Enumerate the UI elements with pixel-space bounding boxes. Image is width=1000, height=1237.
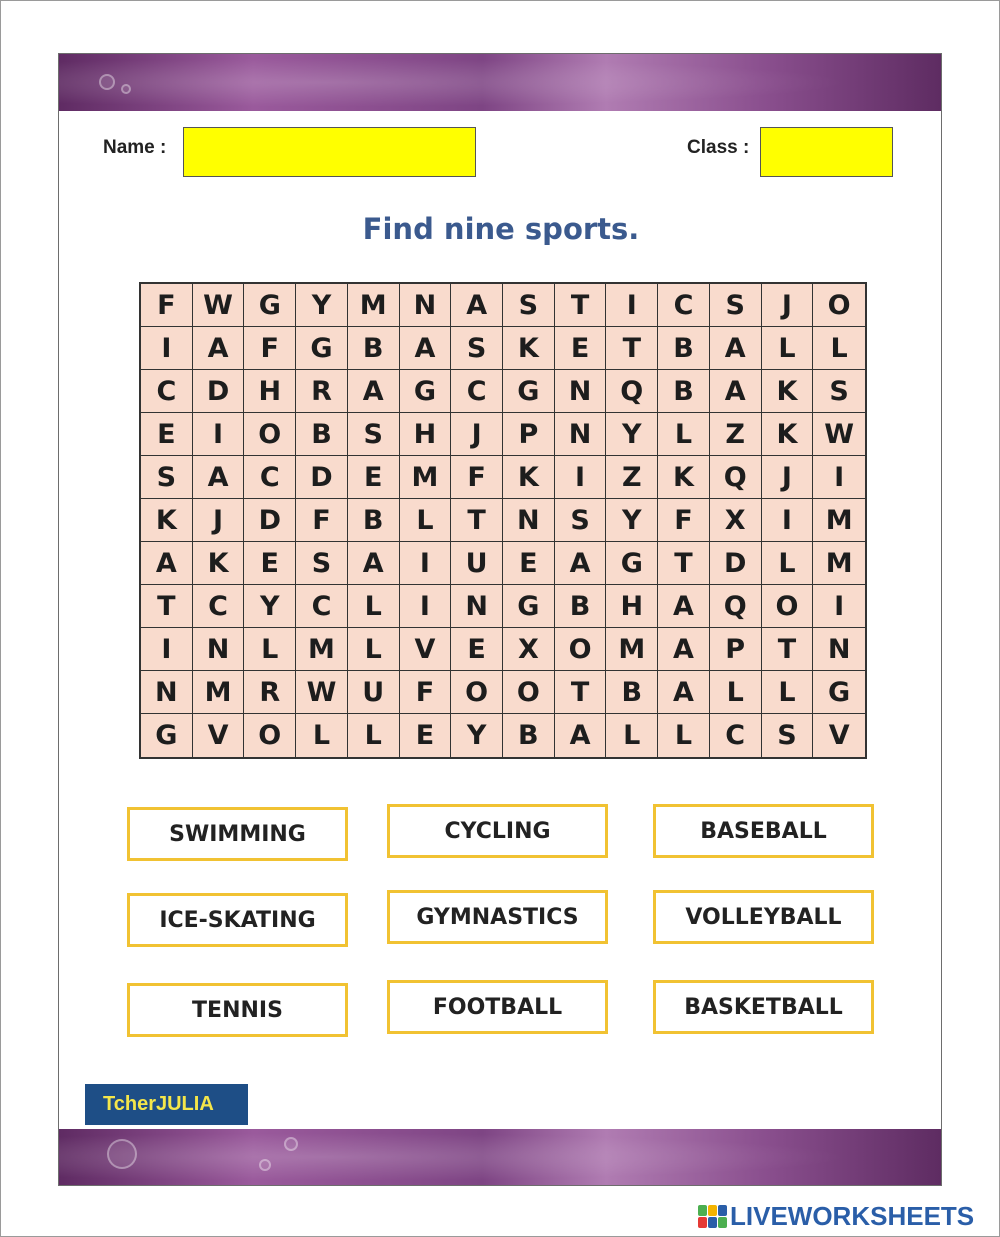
author-badge: TcherJULIA: [85, 1084, 248, 1125]
grid-cell[interactable]: J: [762, 284, 814, 327]
grid-cell[interactable]: S: [710, 284, 762, 327]
grid-cell[interactable]: L: [348, 585, 400, 628]
bubble-decoration: [284, 1137, 298, 1151]
grid-cell[interactable]: A: [141, 542, 193, 585]
grid-cell[interactable]: M: [400, 456, 452, 499]
grid-cell[interactable]: G: [813, 671, 865, 714]
grid-cell[interactable]: A: [658, 671, 710, 714]
grid-cell[interactable]: J: [193, 499, 245, 542]
grid-cell[interactable]: U: [451, 542, 503, 585]
grid-cell[interactable]: E: [244, 542, 296, 585]
grid-cell[interactable]: F: [658, 499, 710, 542]
grid-cell[interactable]: L: [348, 628, 400, 671]
grid-cell[interactable]: D: [710, 542, 762, 585]
grid-cell[interactable]: G: [141, 714, 193, 757]
grid-cell[interactable]: R: [244, 671, 296, 714]
grid-cell[interactable]: I: [400, 585, 452, 628]
grid-cell[interactable]: T: [555, 671, 607, 714]
grid-cell[interactable]: G: [606, 542, 658, 585]
word-item-baseball[interactable]: BASEBALL: [653, 804, 874, 858]
grid-cell[interactable]: Y: [606, 499, 658, 542]
brand-name: LIVEWORKSHEETS: [730, 1200, 975, 1231]
grid-cell[interactable]: Q: [606, 370, 658, 413]
grid-cell[interactable]: Y: [451, 714, 503, 757]
grid-cell[interactable]: C: [141, 370, 193, 413]
word-item-swimming[interactable]: SWIMMING: [127, 807, 348, 861]
grid-cell[interactable]: L: [400, 499, 452, 542]
grid-cell[interactable]: A: [710, 327, 762, 370]
liveworksheets-logo-icon: [698, 1205, 727, 1228]
grid-cell[interactable]: L: [762, 671, 814, 714]
grid-cell[interactable]: L: [296, 714, 348, 757]
grid-cell[interactable]: S: [762, 714, 814, 757]
grid-cell[interactable]: L: [606, 714, 658, 757]
grid-cell[interactable]: Y: [244, 585, 296, 628]
grid-cell[interactable]: L: [244, 628, 296, 671]
grid-cell[interactable]: L: [658, 413, 710, 456]
grid-cell[interactable]: W: [193, 284, 245, 327]
grid-cell[interactable]: D: [296, 456, 348, 499]
grid-cell[interactable]: T: [451, 499, 503, 542]
grid-cell[interactable]: I: [762, 499, 814, 542]
grid-cell[interactable]: Z: [606, 456, 658, 499]
grid-cell[interactable]: E: [451, 628, 503, 671]
grid-cell[interactable]: A: [193, 327, 245, 370]
grid-cell[interactable]: T: [555, 284, 607, 327]
grid-cell[interactable]: V: [193, 714, 245, 757]
grid-cell[interactable]: G: [503, 585, 555, 628]
grid-cell[interactable]: X: [503, 628, 555, 671]
grid-cell[interactable]: E: [348, 456, 400, 499]
grid-cell[interactable]: G: [296, 327, 348, 370]
bubble-decoration: [107, 1139, 137, 1169]
word-item-gymnastics[interactable]: GYMNASTICS: [387, 890, 608, 944]
grid-cell[interactable]: K: [503, 456, 555, 499]
grid-cell[interactable]: N: [555, 370, 607, 413]
word-item-cycling[interactable]: CYCLING: [387, 804, 608, 858]
class-label: Class :: [687, 137, 750, 158]
grid-cell[interactable]: J: [762, 456, 814, 499]
liveworksheets-brand: [698, 1200, 974, 1232]
worksheet: [58, 53, 942, 1186]
bottom-banner: [59, 1129, 941, 1185]
grid-cell[interactable]: O: [813, 284, 865, 327]
grid-cell[interactable]: G: [503, 370, 555, 413]
bubble-decoration: [121, 84, 131, 94]
grid-cell[interactable]: D: [193, 370, 245, 413]
grid-cell[interactable]: W: [813, 413, 865, 456]
grid-cell[interactable]: A: [348, 370, 400, 413]
grid-cell[interactable]: K: [193, 542, 245, 585]
grid-cell[interactable]: C: [451, 370, 503, 413]
grid-cell[interactable]: B: [503, 714, 555, 757]
word-item-basketball[interactable]: BASKETBALL: [653, 980, 874, 1034]
word-item-football[interactable]: FOOTBALL: [387, 980, 608, 1034]
grid-cell[interactable]: F: [244, 327, 296, 370]
grid-cell[interactable]: N: [813, 628, 865, 671]
grid-cell[interactable]: C: [244, 456, 296, 499]
grid-cell[interactable]: N: [503, 499, 555, 542]
grid-cell[interactable]: B: [658, 370, 710, 413]
word-item-tennis[interactable]: TENNIS: [127, 983, 348, 1037]
grid-cell[interactable]: S: [348, 413, 400, 456]
grid-cell[interactable]: A: [658, 585, 710, 628]
grid-cell[interactable]: S: [503, 284, 555, 327]
grid-cell[interactable]: S: [555, 499, 607, 542]
grid-cell[interactable]: J: [451, 413, 503, 456]
grid-cell[interactable]: A: [193, 456, 245, 499]
name-label: Name :: [103, 137, 167, 158]
grid-cell[interactable]: S: [813, 370, 865, 413]
grid-cell[interactable]: I: [400, 542, 452, 585]
grid-cell[interactable]: K: [762, 413, 814, 456]
grid-cell[interactable]: O: [451, 671, 503, 714]
grid-cell[interactable]: C: [193, 585, 245, 628]
grid-cell[interactable]: O: [503, 671, 555, 714]
grid-cell[interactable]: O: [762, 585, 814, 628]
grid-cell[interactable]: I: [813, 585, 865, 628]
grid-cell[interactable]: B: [348, 499, 400, 542]
grid-cell[interactable]: T: [606, 327, 658, 370]
grid-cell[interactable]: Y: [296, 284, 348, 327]
grid-cell[interactable]: T: [141, 585, 193, 628]
grid-cell[interactable]: M: [813, 499, 865, 542]
grid-cell[interactable]: A: [555, 542, 607, 585]
page-title: Find nine sports.: [362, 212, 640, 246]
class-input[interactable]: [760, 127, 893, 177]
grid-cell[interactable]: A: [658, 628, 710, 671]
grid-cell[interactable]: P: [710, 628, 762, 671]
grid-cell[interactable]: L: [348, 714, 400, 757]
grid-cell[interactable]: O: [244, 413, 296, 456]
grid-cell[interactable]: O: [555, 628, 607, 671]
grid-cell[interactable]: E: [141, 413, 193, 456]
grid-cell[interactable]: C: [296, 585, 348, 628]
grid-cell[interactable]: A: [348, 542, 400, 585]
grid-cell[interactable]: N: [193, 628, 245, 671]
grid-cell[interactable]: I: [606, 284, 658, 327]
grid-cell[interactable]: A: [555, 714, 607, 757]
grid-cell[interactable]: A: [451, 284, 503, 327]
grid-cell[interactable]: F: [141, 284, 193, 327]
grid-cell[interactable]: R: [296, 370, 348, 413]
grid-cell[interactable]: L: [762, 542, 814, 585]
grid-cell[interactable]: K: [658, 456, 710, 499]
grid-cell[interactable]: I: [193, 413, 245, 456]
grid-cell[interactable]: B: [296, 413, 348, 456]
grid-cell[interactable]: U: [348, 671, 400, 714]
grid-cell[interactable]: T: [762, 628, 814, 671]
grid-cell[interactable]: H: [400, 413, 452, 456]
grid-cell[interactable]: L: [813, 327, 865, 370]
grid-cell[interactable]: A: [710, 370, 762, 413]
grid-cell[interactable]: X: [710, 499, 762, 542]
grid-cell[interactable]: V: [400, 628, 452, 671]
word-item-ice-skating[interactable]: ICE-SKATING: [127, 893, 348, 947]
grid-cell[interactable]: E: [503, 542, 555, 585]
grid-cell[interactable]: S: [296, 542, 348, 585]
grid-cell[interactable]: K: [141, 499, 193, 542]
grid-cell[interactable]: K: [503, 327, 555, 370]
name-input[interactable]: [183, 127, 476, 177]
grid-cell[interactable]: M: [813, 542, 865, 585]
bubble-decoration: [259, 1159, 271, 1171]
grid-cell[interactable]: N: [141, 671, 193, 714]
grid-cell[interactable]: A: [400, 327, 452, 370]
grid-cell[interactable]: L: [710, 671, 762, 714]
grid-cell[interactable]: W: [296, 671, 348, 714]
word-search-grid: [139, 282, 867, 759]
top-banner: [59, 54, 941, 111]
grid-cell[interactable]: I: [813, 456, 865, 499]
grid-cell[interactable]: F: [400, 671, 452, 714]
bubble-decoration: [99, 74, 115, 90]
grid-cell[interactable]: H: [244, 370, 296, 413]
grid-cell[interactable]: C: [710, 714, 762, 757]
grid-cell[interactable]: B: [606, 671, 658, 714]
grid-cell[interactable]: G: [244, 284, 296, 327]
grid-cell[interactable]: M: [193, 671, 245, 714]
grid-cell[interactable]: N: [400, 284, 452, 327]
grid-cell[interactable]: I: [555, 456, 607, 499]
grid-cell[interactable]: N: [451, 585, 503, 628]
grid-cell[interactable]: K: [762, 370, 814, 413]
grid-cell[interactable]: V: [828, 720, 850, 751]
grid-cell[interactable]: Y: [606, 413, 658, 456]
grid-cell[interactable]: S: [141, 456, 193, 499]
grid-cell[interactable]: C: [658, 284, 710, 327]
grid-cell[interactable]: H: [606, 585, 658, 628]
word-item-volleyball[interactable]: VOLLEYBALL: [653, 890, 874, 944]
grid-cell[interactable]: N: [555, 413, 607, 456]
grid-cell[interactable]: B: [348, 327, 400, 370]
grid-cell[interactable]: E: [400, 714, 452, 757]
grid-cell[interactable]: I: [141, 628, 193, 671]
grid-cell[interactable]: O: [244, 714, 296, 757]
grid-cell[interactable]: P: [503, 413, 555, 456]
grid-cell[interactable]: L: [658, 714, 710, 757]
grid-cell[interactable]: G: [400, 370, 452, 413]
grid-cell[interactable]: B: [555, 585, 607, 628]
grid-cell[interactable]: E: [555, 327, 607, 370]
grid-cell[interactable]: F: [296, 499, 348, 542]
grid-cell[interactable]: S: [451, 327, 503, 370]
grid-cell[interactable]: I: [141, 327, 193, 370]
grid-cell[interactable]: T: [658, 542, 710, 585]
grid-cell[interactable]: M: [606, 628, 658, 671]
grid-cell[interactable]: D: [244, 499, 296, 542]
grid-cell[interactable]: F: [451, 456, 503, 499]
grid-cell[interactable]: M: [296, 628, 348, 671]
grid-cell[interactable]: M: [348, 284, 400, 327]
grid-cell[interactable]: L: [762, 327, 814, 370]
grid-cell[interactable]: Q: [710, 585, 762, 628]
grid-cell[interactable]: B: [658, 327, 710, 370]
grid-cell[interactable]: Q: [710, 456, 762, 499]
grid-cell[interactable]: Z: [710, 413, 762, 456]
